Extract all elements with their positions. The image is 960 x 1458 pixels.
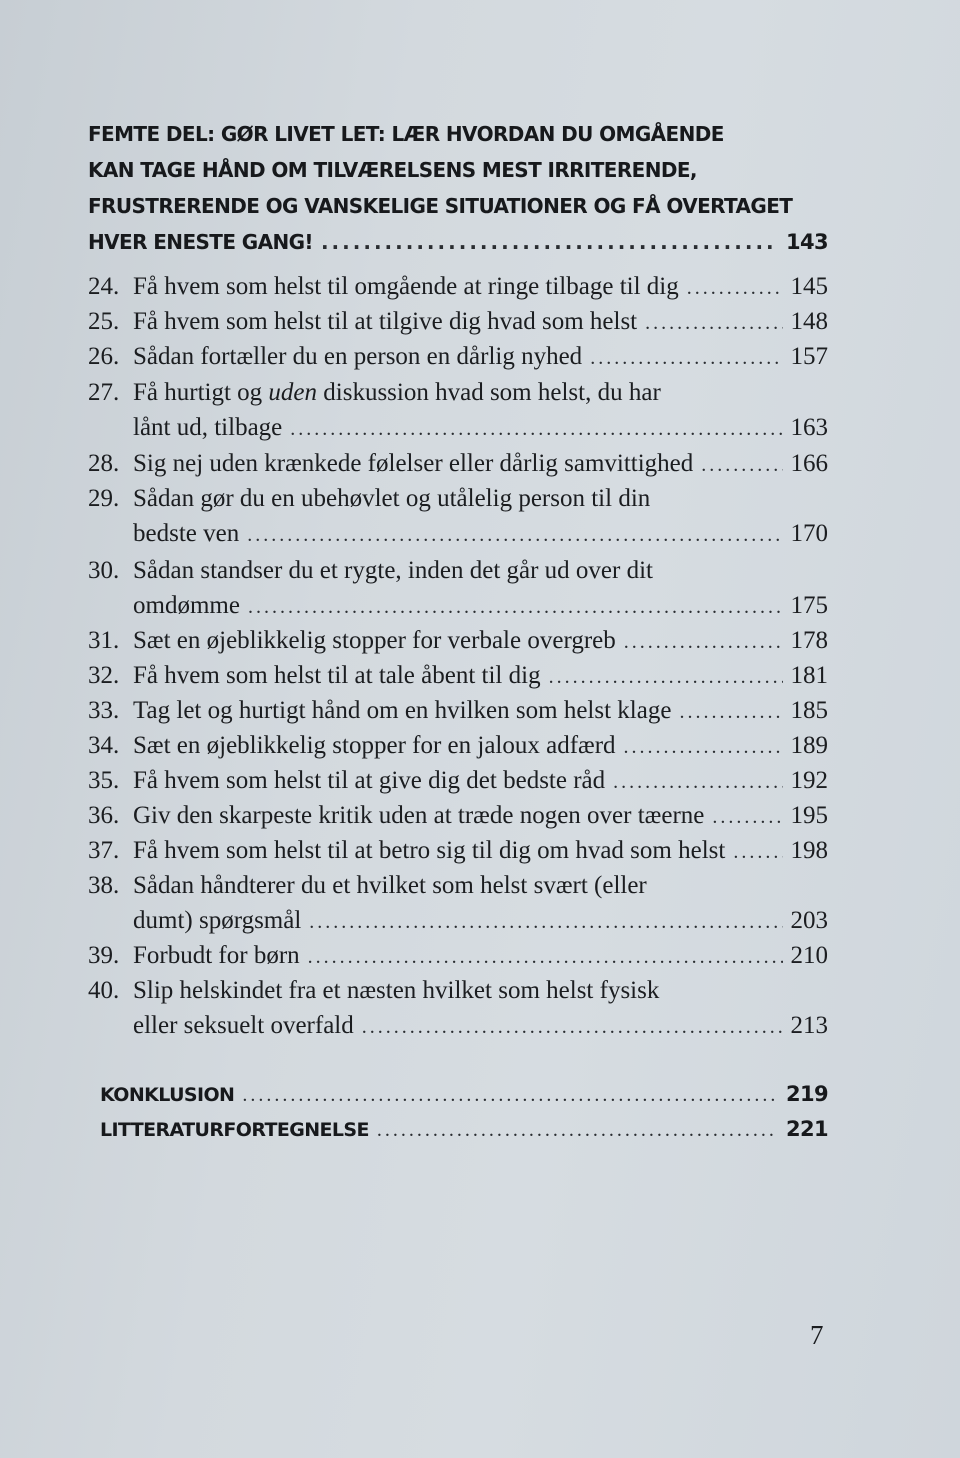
entry-title: Få hvem som helst til omgående at ringe tilbage til dig <box>133 273 679 300</box>
entry-number: 31. <box>88 627 120 654</box>
entry-page: 175 <box>790 592 828 619</box>
section-heading-line-2: KAN TAGE HÅND OM TILVÆRELSENS MEST IRRITERENDE, <box>88 158 697 182</box>
entry-page: 210 <box>790 942 828 969</box>
section-heading-last-line <box>88 224 828 260</box>
dot-leader <box>679 695 782 729</box>
dot-leader <box>321 224 778 260</box>
entry-title: Sådan fortæller du en person en dårlig nyhed <box>133 343 583 370</box>
entry-title: Få hvem som helst til at tilgive dig hvad som helst <box>133 308 638 335</box>
entry-number: 40. <box>88 977 120 1004</box>
entry-title: LITTERATURFORTEGNELSE <box>100 1119 369 1141</box>
entry-page: 198 <box>790 837 828 864</box>
entry-number: 29. <box>88 485 120 512</box>
entry-page: 185 <box>790 697 828 724</box>
dot-leader <box>308 940 783 974</box>
entry-title: Sig nej uden krænkede følelser eller dårlig samvittighed <box>133 450 694 477</box>
entry-number: 35. <box>88 767 120 794</box>
entry-page: 213 <box>790 1012 828 1039</box>
section-heading-line-1: FEMTE DEL: GØR LIVET LET: LÆR HVORDAN DU OMGÅENDE <box>88 122 724 146</box>
entry-page: 195 <box>790 802 828 829</box>
dot-leader <box>687 271 783 305</box>
entry-title: Slip helskindet fra et næsten hvilket som helst fysisk <box>133 977 660 1004</box>
entry-title-part: diskussion hvad som helst, du har <box>317 379 661 406</box>
entry-number: 24. <box>88 273 120 300</box>
dot-leader <box>733 835 782 869</box>
entry-number: 36. <box>88 802 120 829</box>
entry-number: 37. <box>88 837 120 864</box>
entry-title: KONKLUSION <box>100 1084 235 1106</box>
entry-title-continued: omdømme <box>133 592 240 619</box>
dot-leader <box>242 1077 778 1113</box>
entry-page: 166 <box>790 450 828 477</box>
dot-leader <box>309 905 782 939</box>
dot-leader <box>290 412 782 446</box>
entry-page: 178 <box>790 627 828 654</box>
entry-title: Sådan håndterer du et hvilket som helst svært (eller <box>133 872 647 899</box>
entry-page: 219 <box>785 1082 828 1106</box>
entry-page: 221 <box>785 1117 828 1141</box>
entry-title: Sådan standser du et rygte, inden det går ud over dit <box>133 557 653 584</box>
entry-number: 33. <box>88 697 120 724</box>
dot-leader <box>645 306 782 340</box>
entry-title-emphasis: uden <box>268 379 318 406</box>
entry-title-continued: bedste ven <box>133 520 240 547</box>
entry-page: 203 <box>790 907 828 934</box>
dot-leader <box>248 590 783 624</box>
entry-number: 27. <box>88 379 120 406</box>
entry-title: Forbudt for børn <box>133 942 300 969</box>
entry-page: 189 <box>790 732 828 759</box>
entry-page: 163 <box>790 414 828 441</box>
entry-number: 28. <box>88 450 120 477</box>
page-number: 7 <box>810 1320 824 1350</box>
entry-title: Sæt en øjeblikkelig stopper for verbale overgreb <box>133 627 616 654</box>
section-page-number: 143 <box>785 230 828 254</box>
entry-page: 157 <box>790 343 828 370</box>
toc-entry-konklusion[interactable] <box>100 1076 828 1112</box>
entry-title <box>133 376 661 410</box>
entry-page: 170 <box>790 520 828 547</box>
entry-page: 145 <box>790 273 828 300</box>
entry-number: 38. <box>88 872 120 899</box>
entry-number: 34. <box>88 732 120 759</box>
dot-leader <box>247 518 782 552</box>
entry-page: 192 <box>790 767 828 794</box>
section-heading-line-3: FRUSTRERENDE OG VANSKELIGE SITUATIONER OG FÅ OVERTAGET <box>88 194 793 218</box>
entry-number: 30. <box>88 557 120 584</box>
entry-number: 25. <box>88 308 120 335</box>
dot-leader <box>549 660 783 694</box>
entry-title: Giv den skarpeste kritik uden at træde nogen over tæerne <box>133 802 705 829</box>
entry-title: Få hvem som helst til at give dig det bedste råd <box>133 767 606 794</box>
entry-title-continued: eller seksuelt overfald <box>133 1012 354 1039</box>
dot-leader <box>362 1010 783 1044</box>
entry-title: Tag let og hurtigt hånd om en hvilken som helst klage <box>133 697 672 724</box>
dot-leader <box>377 1112 778 1148</box>
dot-leader <box>590 341 782 375</box>
entry-title-part: Få hurtigt og <box>133 379 269 406</box>
entry-number: 39. <box>88 942 120 969</box>
entry-page: 148 <box>790 308 828 335</box>
dot-leader <box>701 448 782 482</box>
entry-title: Få hvem som helst til at betro sig til dig om hvad som helst <box>133 837 726 864</box>
toc-entry-litteraturfortegnelse[interactable] <box>100 1111 828 1147</box>
dot-leader <box>613 765 782 799</box>
dot-leader <box>624 730 783 764</box>
entry-title: Få hvem som helst til at tale åbent til dig <box>133 662 541 689</box>
entry-number: 32. <box>88 662 120 689</box>
entry-number: 26. <box>88 343 120 370</box>
entry-page: 181 <box>790 662 828 689</box>
entry-title: Sæt en øjeblikkelig stopper for en jaloux adfærd <box>133 732 616 759</box>
dot-leader <box>712 800 782 834</box>
entry-title-continued: dumt) spørgsmål <box>133 907 302 934</box>
section-heading-line-4: HVER ENESTE GANG! <box>88 230 313 254</box>
entry-title-continued: lånt ud, tilbage <box>133 414 283 441</box>
entry-title: Sådan gør du en ubehøvlet og utålelig person til din <box>133 485 651 512</box>
dot-leader <box>624 625 783 659</box>
